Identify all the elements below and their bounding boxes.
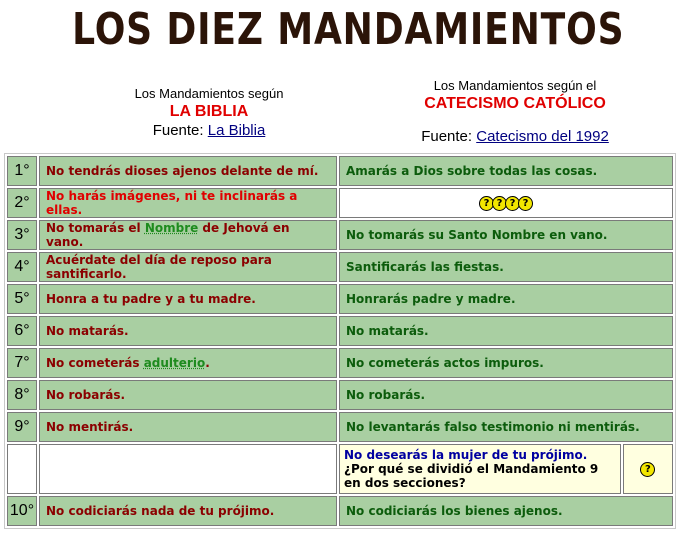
catecismo-text: No levantarás falso testimonio ni mentirás. <box>339 412 673 442</box>
biblia-text: No tomarás el Nombre de Jehová en vano. <box>39 220 337 250</box>
commandment-number: 2° <box>7 188 37 218</box>
commandment-number: 7° <box>7 348 37 378</box>
table-row <box>7 156 673 186</box>
biblia-column-header <box>100 86 318 140</box>
biblia-source <box>100 122 318 140</box>
catecismo-header-line1: Los Mandamientos según el <box>433 78 597 93</box>
page-title: LOS DIEZ MANDAMIENTOS <box>72 4 625 55</box>
table-row <box>7 348 673 378</box>
catecismo-text: No cometerás actos impuros. <box>339 348 673 378</box>
nombre-link[interactable]: Nombre <box>144 221 199 235</box>
biblia-text: Honra a tu padre y a tu madre. <box>39 284 337 314</box>
catecismo-header-line2: CATECISMO CATÓLICO <box>424 95 606 112</box>
biblia-text: No cometerás adulterio. <box>39 348 337 378</box>
biblia-text: No harás imágenes, ni te inclinarás a ellas. <box>39 188 337 218</box>
table-row <box>7 252 673 282</box>
catecismo-source-link[interactable]: Catecismo del 1992 <box>476 128 609 145</box>
table-row <box>7 412 673 442</box>
table-row <box>7 316 673 346</box>
commandment-number: 10° <box>7 496 37 526</box>
question-mark-icon[interactable]: ? <box>479 196 494 211</box>
catecismo-text: Santificarás las fiestas. <box>339 252 673 282</box>
ninth-split-icon-cell <box>623 444 673 494</box>
ninth-split-question: ¿Por qué se dividió el Mandamiento 9 en dos secciones? <box>344 462 599 490</box>
commandment-number: 5° <box>7 284 37 314</box>
question-mark-icon[interactable]: ? <box>492 196 507 211</box>
missing-commandment-cell <box>339 188 673 218</box>
commandment-number: 6° <box>7 316 37 346</box>
catecismo-source-label: Fuente: <box>421 128 473 145</box>
commandment-number: 9° <box>7 412 37 442</box>
catecismo-text: No codiciarás los bienes ajenos. <box>339 496 673 526</box>
biblia-text: No codiciarás nada de tu prójimo. <box>39 496 337 526</box>
commandment-number: 1° <box>7 156 37 186</box>
question-mark-icon[interactable]: ? <box>518 196 533 211</box>
catecismo-text: Amarás a Dios sobre todas las cosas. <box>339 156 673 186</box>
biblia-text: Acuérdate del día de reposo para santificarlo. <box>39 252 337 282</box>
catecismo-text: No tomarás su Santo Nombre en vano. <box>339 220 673 250</box>
biblia-text: No tendrás dioses ajenos delante de mí. <box>39 156 337 186</box>
table-row <box>7 284 673 314</box>
question-mark-icon[interactable]: ? <box>640 462 655 477</box>
adulterio-link[interactable]: adulterio <box>143 356 206 370</box>
biblia-header-line2: LA BIBLIA <box>169 103 249 120</box>
commandment-number: 8° <box>7 380 37 410</box>
biblia-source-label: Fuente: <box>152 122 204 139</box>
catecismo-text: No matarás. <box>339 316 673 346</box>
table-row <box>7 380 673 410</box>
commandments-table <box>4 153 676 529</box>
ninth-split-text <box>339 444 621 494</box>
biblia-header-line1: Los Mandamientos según <box>134 86 284 101</box>
catecismo-text: Honrarás padre y madre. <box>339 284 673 314</box>
table-row <box>7 496 673 526</box>
empty-number-cell <box>7 444 37 494</box>
empty-biblia-cell <box>39 444 337 494</box>
catecismo-source <box>380 128 650 146</box>
commandment-number: 3° <box>7 220 37 250</box>
catecismo-text: No robarás. <box>339 380 673 410</box>
table-row <box>7 444 673 494</box>
ninth-split-highlight: No desearás la mujer de tu prójimo. <box>344 448 588 462</box>
table-row <box>7 188 673 218</box>
biblia-text: No matarás. <box>39 316 337 346</box>
question-mark-icon[interactable]: ? <box>505 196 520 211</box>
biblia-source-link[interactable]: La Biblia <box>207 122 266 139</box>
commandment-number: 4° <box>7 252 37 282</box>
biblia-text: No mentirás. <box>39 412 337 442</box>
catecismo-column-header <box>380 79 650 146</box>
table-row <box>7 220 673 250</box>
biblia-text: No robarás. <box>39 380 337 410</box>
